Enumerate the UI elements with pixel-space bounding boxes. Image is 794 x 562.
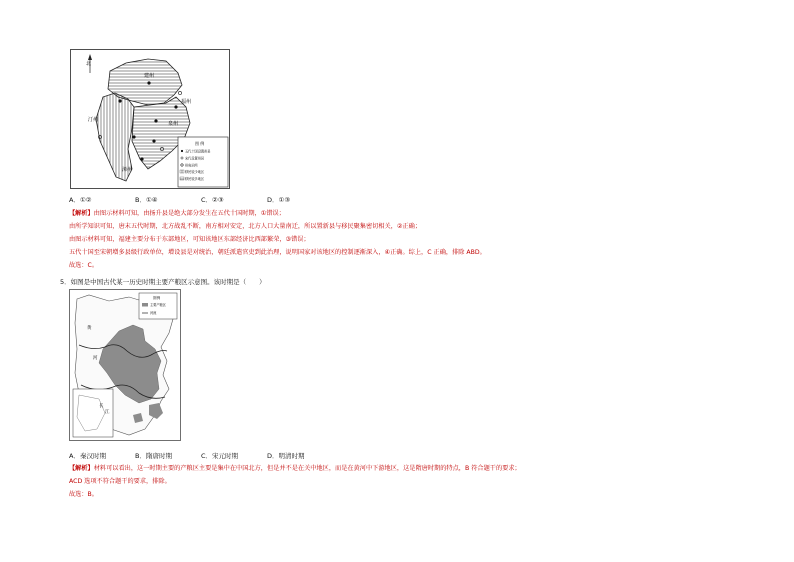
map-label: 汀州 [88,117,99,123]
fujian-map [70,49,230,189]
svg-text:黄: 黄 [87,326,92,331]
option-c[interactable]: C．②③ [201,196,224,204]
svg-text:宋代设置州县: 宋代设置州县 [185,156,205,161]
option-c[interactable]: C．宋元时期 [201,452,239,460]
q5-analysis [69,462,521,501]
analysis-line: 故选：B。 [69,491,98,498]
question-number: 5． [60,278,71,286]
svg-text:五代十国设置州县: 五代十国设置州县 [185,149,211,154]
legend-title: 图 例 [195,141,205,146]
svg-text:移民较少地区: 移民较少地区 [185,170,205,174]
svg-text:河流: 河流 [150,311,157,315]
q4-analysis [69,207,486,272]
svg-text:州府治所: 州府治所 [185,163,198,168]
svg-text:长: 长 [99,404,104,409]
map-label: 建州 [144,73,155,79]
map-label: 泉州 [168,121,179,127]
svg-text:移民较多地区: 移民较多地区 [185,177,205,181]
analysis-line: 【解析】材料可以看出，这一时期主要的产粮区主要是集中在中国北方，但是并不是在关中地区，而是在黄河中下游地区，这是隋唐时期的特点，B 符合题干的要求； [69,465,521,472]
analysis-line: 由所学知识可知，唐末五代时期，北方战乱不断，南方相对安定，北方人口大量南迁，所以置新县与移民聚集密切相关，②正确； [69,223,422,230]
q4-options [69,195,333,204]
north-label: 北 [86,61,92,67]
map-label: 漳州 [122,167,133,173]
option-b[interactable]: B．①④ [135,196,158,204]
svg-text:主要产粮区: 主要产粮区 [150,303,166,307]
analysis-line: 五代十国至宋朝增多县级行政单位，增设县是对统治，朝廷派遣官吏到此治理，说明国家对该地区的控制逐渐深入，④正确。综上，C 正确，排除 ABD。 [69,249,486,256]
q5-stem [60,277,266,286]
svg-text:河: 河 [93,356,98,361]
question-text: 如图是中国古代某一历史时期主要产粮区示意图。该时期是（ ） [70,278,266,286]
option-a[interactable]: A．①② [69,196,92,204]
grain-map [69,289,181,441]
legend-title: 图例 [153,296,161,300]
analysis-line: 故选：C。 [69,262,99,269]
option-a[interactable]: A．秦汉时期 [69,452,106,460]
analysis-line: ACD 选项不符合题干的要求，排除。 [69,478,171,485]
option-b[interactable]: B．隋唐时期 [135,452,172,460]
svg-text:江: 江 [105,410,110,415]
analysis-line: 由图示材料可知，福建主要分布于东部地区，可知该地区东部经济比西部繁荣，③错误； [69,236,310,243]
map-label: 福州 [181,99,192,105]
analysis-line: 【解析】由图示材料可知，由扬升县是绝大部分发生在五代十国时期，①错误； [69,210,285,217]
option-d[interactable]: D．明清时期 [267,452,305,460]
option-d[interactable]: D．①③ [267,196,291,204]
q5-options [69,451,333,460]
